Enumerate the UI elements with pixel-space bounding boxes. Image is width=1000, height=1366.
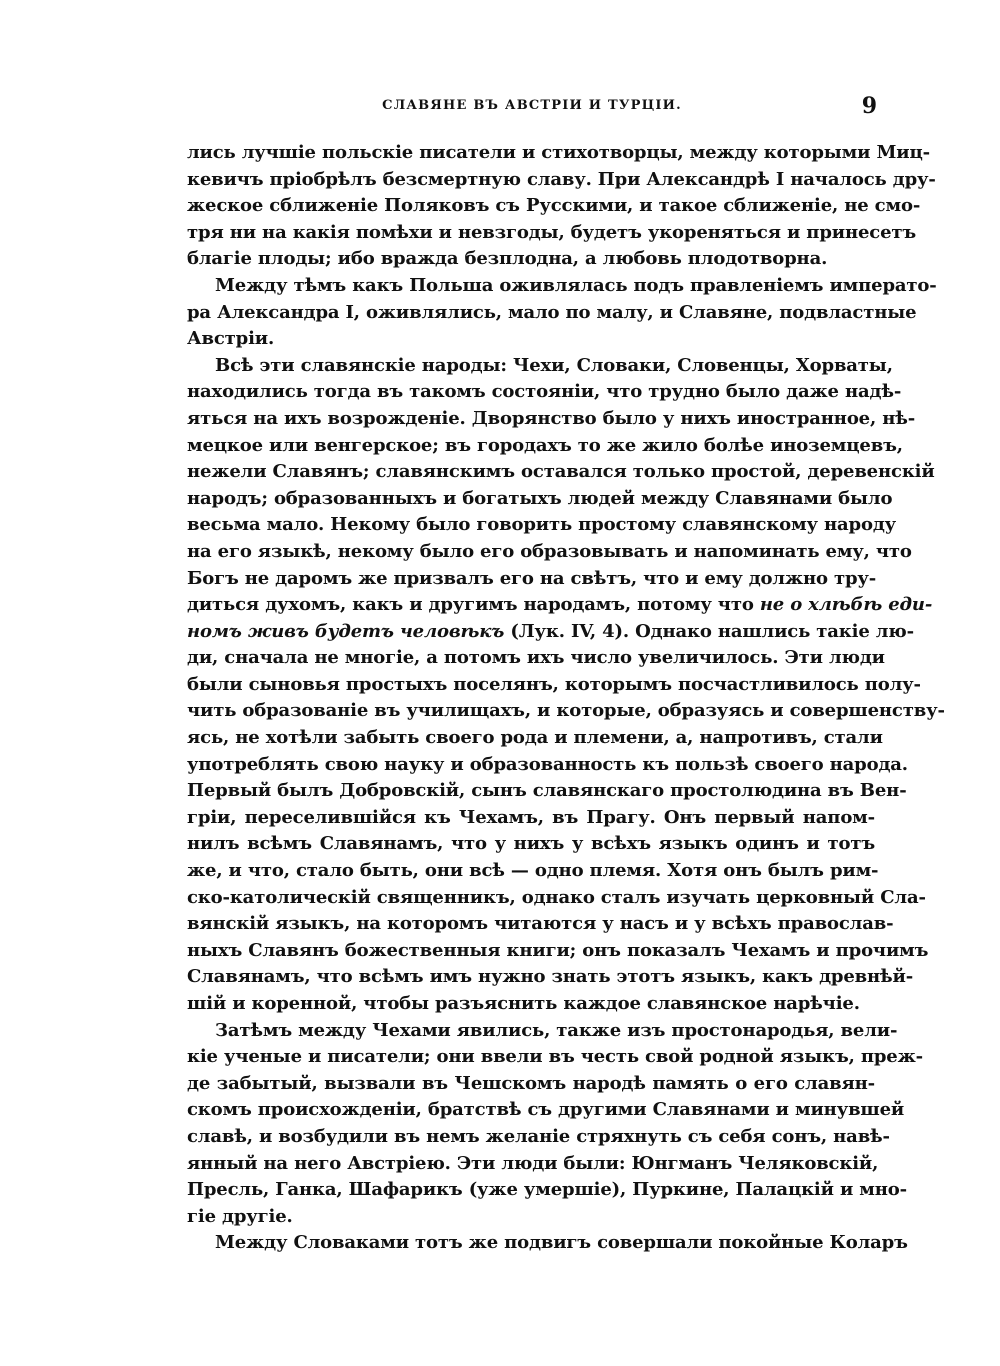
text-line: гіе другіе. [187, 1205, 293, 1227]
text-line: ныхъ Славянъ божественныя книги; онъ показалъ Чехамъ и прочимъ [187, 939, 929, 961]
text-line: жеское сближеніе Поляковъ съ Русскими, и такое сближеніе, не смо- [187, 195, 921, 217]
text-line: Всѣ эти славянскіе народы: Чехи, Словаки, Словенцы, Хорваты, [215, 354, 893, 376]
scripture-quote: номъ живъ будетъ человѣкъ [187, 620, 505, 642]
text-line: ра Александра I, оживлялись, мало по малу, и Славяне, подвластные [187, 301, 917, 323]
text-line: народъ; образованныхъ и богатыхъ людей между Славянами было [187, 487, 893, 509]
text-line: славѣ, и возбудили въ немъ желаніе стряхнуть съ себя сонъ, навѣ- [187, 1125, 890, 1147]
text-line: находились тогда въ такомъ состояніи, что трудно было даже надѣ- [187, 381, 902, 403]
paragraph [187, 140, 936, 273]
text-line: Богъ не даромъ же призвалъ его на свѣтъ, что и ему должно тру- [187, 567, 877, 589]
text-line: Между тѣмъ какъ Польша оживлялась подъ правленіемъ императо- [215, 274, 937, 296]
text-line: Австріи. [187, 328, 275, 350]
text-line: благіе плоды; ибо вражда безплодна, а любовь плодотворна. [187, 248, 828, 270]
text-line: лись лучшіе польскіе писатели и стихотворцы, между которыми Миц- [187, 142, 930, 163]
text-line: Затѣмъ между Чехами явились, также изъ простонародья, вели- [215, 1019, 898, 1041]
text-line: на его языкѣ, некому было его образовывать и напоминать ему, что [187, 540, 912, 562]
text-line: же, и что, стало быть, они всѣ — одно племя. Хотя онъ былъ рим- [187, 860, 879, 882]
text-line: Славянамъ, что всѣмъ имъ нужно знать этотъ языкъ, какъ древнѣй- [187, 966, 914, 988]
text-line: мецкое или венгерское; въ городахъ то же жило болѣе иноземцевъ, [187, 434, 903, 456]
text-line: шій и коренной, чтобы разъяснить каждое славянское нарѣчіе. [187, 993, 860, 1014]
text-line [187, 592, 933, 619]
text-line: Пресль, Ганка, Шафарикъ (уже умершіе), Пуркине, Палацкій и мно- [187, 1179, 907, 1201]
text-span: (Лук. IV, 4). Однако нашлись такіе лю- [504, 620, 914, 642]
running-title: СЛАВЯНЕ ВЪ АВСТРІИ И ТУРЦІИ. [382, 98, 682, 113]
text-line: гріи, переселившійся къ Чехамъ, въ Прагу. Онъ первый напом- [187, 806, 875, 828]
text-span: диться духомъ, какъ и другимъ народамъ, потому что [187, 594, 760, 616]
paragraph [187, 273, 937, 353]
running-head [187, 93, 877, 121]
text-line: были сыновья простыхъ поселянъ, которымъ посчастливилось полу- [187, 673, 921, 695]
text-line: Между Словаками тотъ же подвигъ совершали покойные Коларъ [215, 1232, 908, 1254]
text-line: кіе ученые и писатели; они ввели въ честь свой родной языкъ, преж- [187, 1046, 923, 1068]
text-line: ди, сначала не многіе, а потомъ ихъ число увеличилось. Эти люди [187, 647, 885, 669]
paragraph [187, 1018, 923, 1231]
text-line: нежели Славянъ; славянскимъ оставался только простой, деревенскій [187, 461, 935, 483]
text-line: Первый былъ Добровскій, сынъ славянскаго простолюдина въ Вен- [187, 780, 907, 802]
paragraph [187, 353, 945, 1018]
text-line: нилъ всѣмъ Славянамъ, что у нихъ у всѣхъ языкъ одинъ и тотъ [187, 833, 875, 855]
page-number: 9 [861, 93, 877, 119]
scripture-quote: не о хлѣбѣ еди- [759, 594, 933, 616]
text-line: кевичъ пріобрѣлъ безсмертную славу. При Александрѣ I началось дру- [187, 168, 936, 190]
text-line: яться на ихъ возрожденіе. Дворянство было у нихъ иностранное, нѣ- [187, 407, 916, 429]
body-text [187, 140, 945, 1257]
text-line: скомъ происхожденіи, братствѣ съ другими Славянами и минувшей [187, 1099, 905, 1121]
text-line: тря ни на какія помѣхи и невзгоды, будетъ укореняться и принесетъ [187, 221, 917, 243]
paragraph [187, 1230, 908, 1257]
text-line: ско-католическій священникъ, однако сталъ изучать церковный Сла- [187, 886, 926, 908]
text-line: вянскій языкъ, на которомъ читаются у насъ и у всѣхъ православ- [187, 913, 894, 935]
text-line: янный на него Австріею. Эти люди были: Юнгманъ Челяковскій, [187, 1152, 879, 1174]
text-line: де забытый, вызвали въ Чешскомъ народѣ память о его славян- [187, 1072, 875, 1094]
text-line: чить образованіе въ училищахъ, и которые, образуясь и совершенству- [187, 700, 945, 722]
text-line [187, 619, 914, 646]
text-line: ясь, не хотѣли забыть своего рода и племени, а, напротивъ, стали [187, 727, 883, 749]
text-line: употреблять свою науку и образованность къ пользѣ своего народа. [187, 753, 908, 775]
text-line: весьма мало. Некому было говорить простому славянскому народу [187, 514, 897, 536]
